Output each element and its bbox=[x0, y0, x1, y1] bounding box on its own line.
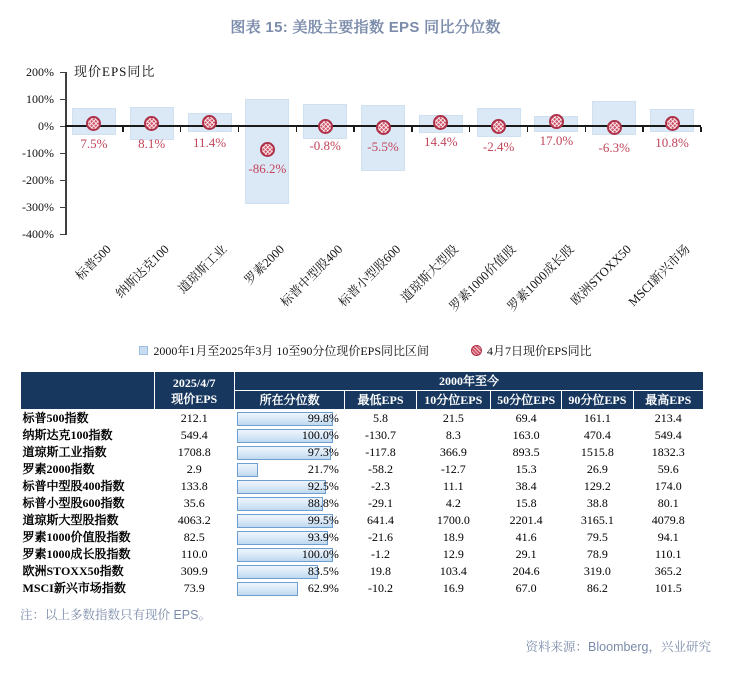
current-eps-dot bbox=[665, 116, 680, 131]
index-name-cell: 罗素2000指数 bbox=[22, 462, 95, 476]
header-percentile: 所在分位数 bbox=[234, 391, 344, 410]
price-eps-cell: 1708.8 bbox=[177, 445, 211, 459]
max-eps-cell: 80.1 bbox=[657, 496, 679, 510]
current-eps-dot bbox=[260, 142, 275, 157]
range-box bbox=[361, 105, 405, 171]
y-axis-tick bbox=[60, 234, 65, 236]
p90-eps-cell: 86.2 bbox=[586, 581, 608, 595]
y-axis-tick bbox=[60, 207, 65, 209]
chart-legend bbox=[0, 341, 731, 359]
value-label: 14.4% bbox=[424, 134, 458, 150]
y-axis-tick bbox=[60, 99, 65, 101]
percentile-value: 88.8% bbox=[307, 496, 339, 510]
min-eps-cell: -1.2 bbox=[371, 547, 390, 561]
header-price-eps: 现价EPS bbox=[171, 391, 218, 406]
price-eps-cell: 110.0 bbox=[180, 547, 208, 561]
x-axis-tick bbox=[238, 127, 240, 132]
price-eps-cell: 2.9 bbox=[186, 462, 202, 476]
max-eps-cell: 174.0 bbox=[654, 479, 682, 493]
percentile-cell bbox=[234, 580, 344, 597]
value-label: -0.8% bbox=[309, 138, 341, 154]
current-eps-dot bbox=[607, 120, 622, 135]
x-axis-tick bbox=[642, 127, 644, 132]
p10-eps-cell: 18.9 bbox=[442, 530, 464, 544]
x-axis-tick bbox=[469, 127, 471, 132]
percentile-value: 62.9% bbox=[307, 581, 339, 595]
price-eps-cell: 549.4 bbox=[180, 428, 208, 442]
min-eps-cell: -130.7 bbox=[365, 428, 396, 442]
percentile-value: 83.5% bbox=[307, 564, 339, 578]
point-marker-icon bbox=[471, 345, 482, 356]
p50-eps-cell: 204.6 bbox=[512, 564, 540, 578]
value-label: 7.5% bbox=[80, 135, 108, 151]
table-row bbox=[21, 580, 704, 597]
p10-eps-cell: 11.1 bbox=[443, 479, 464, 493]
price-eps-header bbox=[154, 372, 234, 410]
x-axis-tick bbox=[585, 127, 587, 132]
p50-eps-cell: 41.6 bbox=[515, 530, 537, 544]
category-label: 欧洲STOXX50 bbox=[568, 242, 635, 308]
y-axis-line bbox=[65, 72, 67, 235]
max-eps-cell: 213.4 bbox=[654, 411, 682, 425]
p10-eps-cell: 1700.0 bbox=[436, 513, 470, 527]
p10-eps-cell: 12.9 bbox=[442, 547, 464, 561]
min-eps-cell: -58.2 bbox=[368, 462, 393, 476]
price-eps-cell: 133.8 bbox=[180, 479, 208, 493]
percentile-value: 99.8% bbox=[307, 411, 339, 425]
p50-eps-cell: 15.8 bbox=[515, 496, 537, 510]
x-axis-tick bbox=[122, 127, 124, 132]
p50-eps-cell: 29.1 bbox=[515, 547, 537, 561]
p90-eps-cell: 1515.8 bbox=[580, 445, 614, 459]
price-eps-cell: 73.9 bbox=[183, 581, 205, 595]
table-row bbox=[21, 495, 704, 512]
corner-header-cell bbox=[21, 372, 155, 410]
max-eps-cell: 59.6 bbox=[657, 462, 679, 476]
p10-eps-cell: 8.3 bbox=[445, 428, 461, 442]
price-eps-cell: 82.5 bbox=[183, 530, 205, 544]
y-axis-tick-label: -400% bbox=[22, 227, 54, 241]
percentile-cell bbox=[234, 546, 344, 563]
min-eps-cell: -29.1 bbox=[368, 496, 393, 510]
x-axis-tick bbox=[353, 127, 355, 132]
category-label: MSCI新兴市场 bbox=[625, 242, 693, 309]
y-axis-tick-label: -300% bbox=[22, 200, 54, 214]
p50-eps-cell: 38.4 bbox=[515, 479, 537, 493]
min-eps-cell: -21.6 bbox=[368, 530, 393, 544]
value-label: -86.2% bbox=[248, 161, 287, 177]
max-eps-cell: 110.1 bbox=[655, 547, 682, 561]
header-min-eps: 最低EPS bbox=[345, 391, 416, 410]
table-row bbox=[21, 478, 704, 495]
max-eps-cell: 94.1 bbox=[657, 530, 679, 544]
p90-eps-cell: 26.9 bbox=[586, 462, 608, 476]
max-eps-cell: 549.4 bbox=[654, 428, 682, 442]
percentile-cell bbox=[234, 495, 344, 512]
y-axis-tick bbox=[60, 180, 65, 182]
p90-eps-cell: 38.8 bbox=[586, 496, 608, 510]
percentile-cell bbox=[234, 427, 344, 444]
header-p50-eps: 50分位EPS bbox=[490, 391, 561, 410]
table-row bbox=[21, 427, 704, 444]
p90-eps-cell: 319.0 bbox=[583, 564, 611, 578]
max-eps-cell: 365.2 bbox=[654, 564, 682, 578]
eps-data-table bbox=[20, 371, 704, 597]
table-row bbox=[21, 512, 704, 529]
p50-eps-cell: 67.0 bbox=[515, 581, 537, 595]
current-eps-dot bbox=[549, 114, 564, 129]
table-row bbox=[21, 529, 704, 546]
percentile-value: 97.3% bbox=[307, 445, 339, 459]
percentile-cell bbox=[234, 444, 344, 461]
category-label: 罗素2000 bbox=[242, 242, 288, 288]
x-axis-tick bbox=[411, 127, 413, 132]
index-name-cell: 罗素1000价值股指数 bbox=[22, 530, 131, 544]
p10-eps-cell: 103.4 bbox=[439, 564, 467, 578]
table-row bbox=[21, 461, 704, 478]
percentile-value: 100.0% bbox=[301, 428, 339, 442]
p10-eps-cell: 366.9 bbox=[439, 445, 467, 459]
y-axis-tick-label: 0% bbox=[38, 119, 54, 133]
source-line: 资料来源：Bloomberg，兴业研究 bbox=[525, 640, 711, 654]
p90-eps-cell: 3165.1 bbox=[580, 513, 614, 527]
value-label: 17.0% bbox=[539, 133, 574, 149]
p10-eps-cell: 21.5 bbox=[442, 411, 464, 425]
max-eps-cell: 1832.3 bbox=[651, 445, 685, 459]
category-label: 罗素1000成长股 bbox=[504, 242, 577, 314]
index-name-cell: 标普500指数 bbox=[22, 411, 89, 425]
current-eps-dot bbox=[433, 115, 448, 130]
header-p90-eps: 90分位EPS bbox=[562, 391, 633, 410]
price-eps-cell: 309.9 bbox=[180, 564, 208, 578]
percentile-cell bbox=[234, 512, 344, 529]
price-eps-cell: 4063.2 bbox=[177, 513, 211, 527]
y-axis-tick bbox=[60, 72, 65, 74]
legend-item-point bbox=[471, 342, 592, 359]
index-name-cell: 标普小型股600指数 bbox=[22, 496, 125, 510]
category-label: 罗素1000价值股 bbox=[446, 242, 519, 314]
table-header bbox=[21, 372, 704, 410]
header-date: 2025/4/7 bbox=[172, 375, 216, 390]
y-axis-tick-label: -200% bbox=[22, 173, 54, 187]
min-eps-cell: 641.4 bbox=[367, 513, 394, 527]
min-eps-cell: -2.3 bbox=[371, 479, 390, 493]
value-label: 11.4% bbox=[192, 134, 227, 150]
p90-eps-cell: 161.1 bbox=[583, 411, 611, 425]
percentile-cell bbox=[234, 478, 344, 495]
category-label: 道琼斯大型股 bbox=[397, 242, 461, 306]
max-eps-cell: 4079.8 bbox=[651, 513, 685, 527]
max-eps-cell: 101.5 bbox=[654, 581, 682, 595]
min-eps-cell: 5.8 bbox=[373, 411, 388, 425]
y-axis-tick-label: 100% bbox=[26, 92, 54, 106]
p90-eps-cell: 79.5 bbox=[586, 530, 608, 544]
header-max-eps: 最高EPS bbox=[633, 391, 703, 410]
value-label: 8.1% bbox=[138, 135, 166, 151]
percentile-value: 92.5% bbox=[307, 479, 339, 493]
p10-eps-cell: -12.7 bbox=[440, 462, 466, 476]
price-eps-cell: 212.1 bbox=[180, 411, 208, 425]
index-name-cell: 罗素1000成长股指数 bbox=[22, 547, 131, 561]
category-label: 标普中型股400 bbox=[277, 242, 346, 310]
group-header: 2000年至今 bbox=[234, 372, 703, 391]
value-label: 10.8% bbox=[655, 135, 689, 151]
p50-eps-cell: 2201.4 bbox=[509, 513, 543, 527]
percentile-cell bbox=[234, 461, 344, 478]
index-name-cell: 标普中型股400指数 bbox=[22, 479, 125, 493]
p50-eps-cell: 893.5 bbox=[512, 445, 540, 459]
index-name-cell: MSCI新兴市场指数 bbox=[22, 581, 126, 595]
index-name-cell: 道琼斯大型股指数 bbox=[22, 513, 119, 527]
chart-inner-label: 现价EPS同比 bbox=[74, 64, 156, 79]
legend-range-label: 2000年1月至2025年3月 10至90分位现价EPS同比区间 bbox=[153, 343, 429, 358]
legend-point-label: 4月7日现价EPS同比 bbox=[487, 343, 592, 358]
p50-eps-cell: 163.0 bbox=[512, 428, 540, 442]
percentile-value: 93.9% bbox=[307, 530, 339, 544]
p90-eps-cell: 129.2 bbox=[583, 479, 611, 493]
index-name-cell: 道琼斯工业指数 bbox=[22, 445, 107, 459]
p90-eps-cell: 470.4 bbox=[583, 428, 611, 442]
value-label: -6.3% bbox=[598, 139, 630, 155]
value-label: -5.5% bbox=[367, 139, 399, 155]
p90-eps-cell: 78.9 bbox=[586, 547, 608, 561]
index-name-cell: 纳斯达克100指数 bbox=[22, 428, 113, 442]
percentile-cell bbox=[234, 529, 344, 546]
p10-eps-cell: 4.2 bbox=[445, 496, 461, 510]
min-eps-cell: -117.8 bbox=[365, 445, 396, 459]
eps-percentile-chart bbox=[0, 59, 731, 339]
category-label: 道琼斯工业 bbox=[175, 242, 230, 297]
x-axis-tick bbox=[527, 127, 529, 132]
p10-eps-cell: 16.9 bbox=[442, 581, 464, 595]
category-label: 标普500 bbox=[73, 242, 114, 283]
category-label: 纳斯达克100 bbox=[113, 242, 172, 301]
min-eps-cell: -10.2 bbox=[368, 581, 393, 595]
table-row bbox=[21, 546, 704, 563]
percentile-value: 99.5% bbox=[307, 513, 339, 527]
range-swatch-icon bbox=[139, 346, 148, 355]
y-axis-tick-label: -100% bbox=[22, 146, 54, 160]
y-axis-tick bbox=[60, 153, 65, 155]
p50-eps-cell: 15.3 bbox=[515, 462, 537, 476]
current-eps-dot bbox=[318, 119, 333, 134]
table-row bbox=[21, 410, 704, 428]
x-axis-tick bbox=[180, 127, 182, 132]
current-eps-dot bbox=[376, 120, 391, 135]
table-row bbox=[21, 563, 704, 580]
percentile-value: 21.7% bbox=[307, 462, 339, 476]
x-axis-tick bbox=[700, 127, 702, 132]
x-axis-tick bbox=[296, 127, 298, 132]
category-label: 标普小型股600 bbox=[335, 242, 404, 310]
header-p10-eps: 10分位EPS bbox=[416, 391, 490, 410]
table-row bbox=[21, 444, 704, 461]
p50-eps-cell: 69.4 bbox=[515, 411, 537, 425]
value-label: -2.4% bbox=[482, 138, 515, 154]
footnote: 注：以上多数指数只有现价 EPS。 bbox=[20, 608, 211, 622]
percentile-cell bbox=[234, 563, 344, 580]
y-axis-tick-label: 200% bbox=[26, 65, 54, 79]
percentile-value: 100.0% bbox=[301, 547, 339, 561]
min-eps-cell: 19.8 bbox=[370, 564, 391, 578]
price-eps-cell: 35.6 bbox=[183, 496, 205, 510]
table-body bbox=[21, 410, 704, 598]
figure-title: 图表 15: 美股主要指数 EPS 同比分位数 bbox=[230, 19, 501, 36]
index-name-cell: 欧洲STOXX50指数 bbox=[22, 564, 124, 578]
legend-item-range bbox=[139, 342, 429, 359]
percentile-cell bbox=[234, 410, 344, 428]
